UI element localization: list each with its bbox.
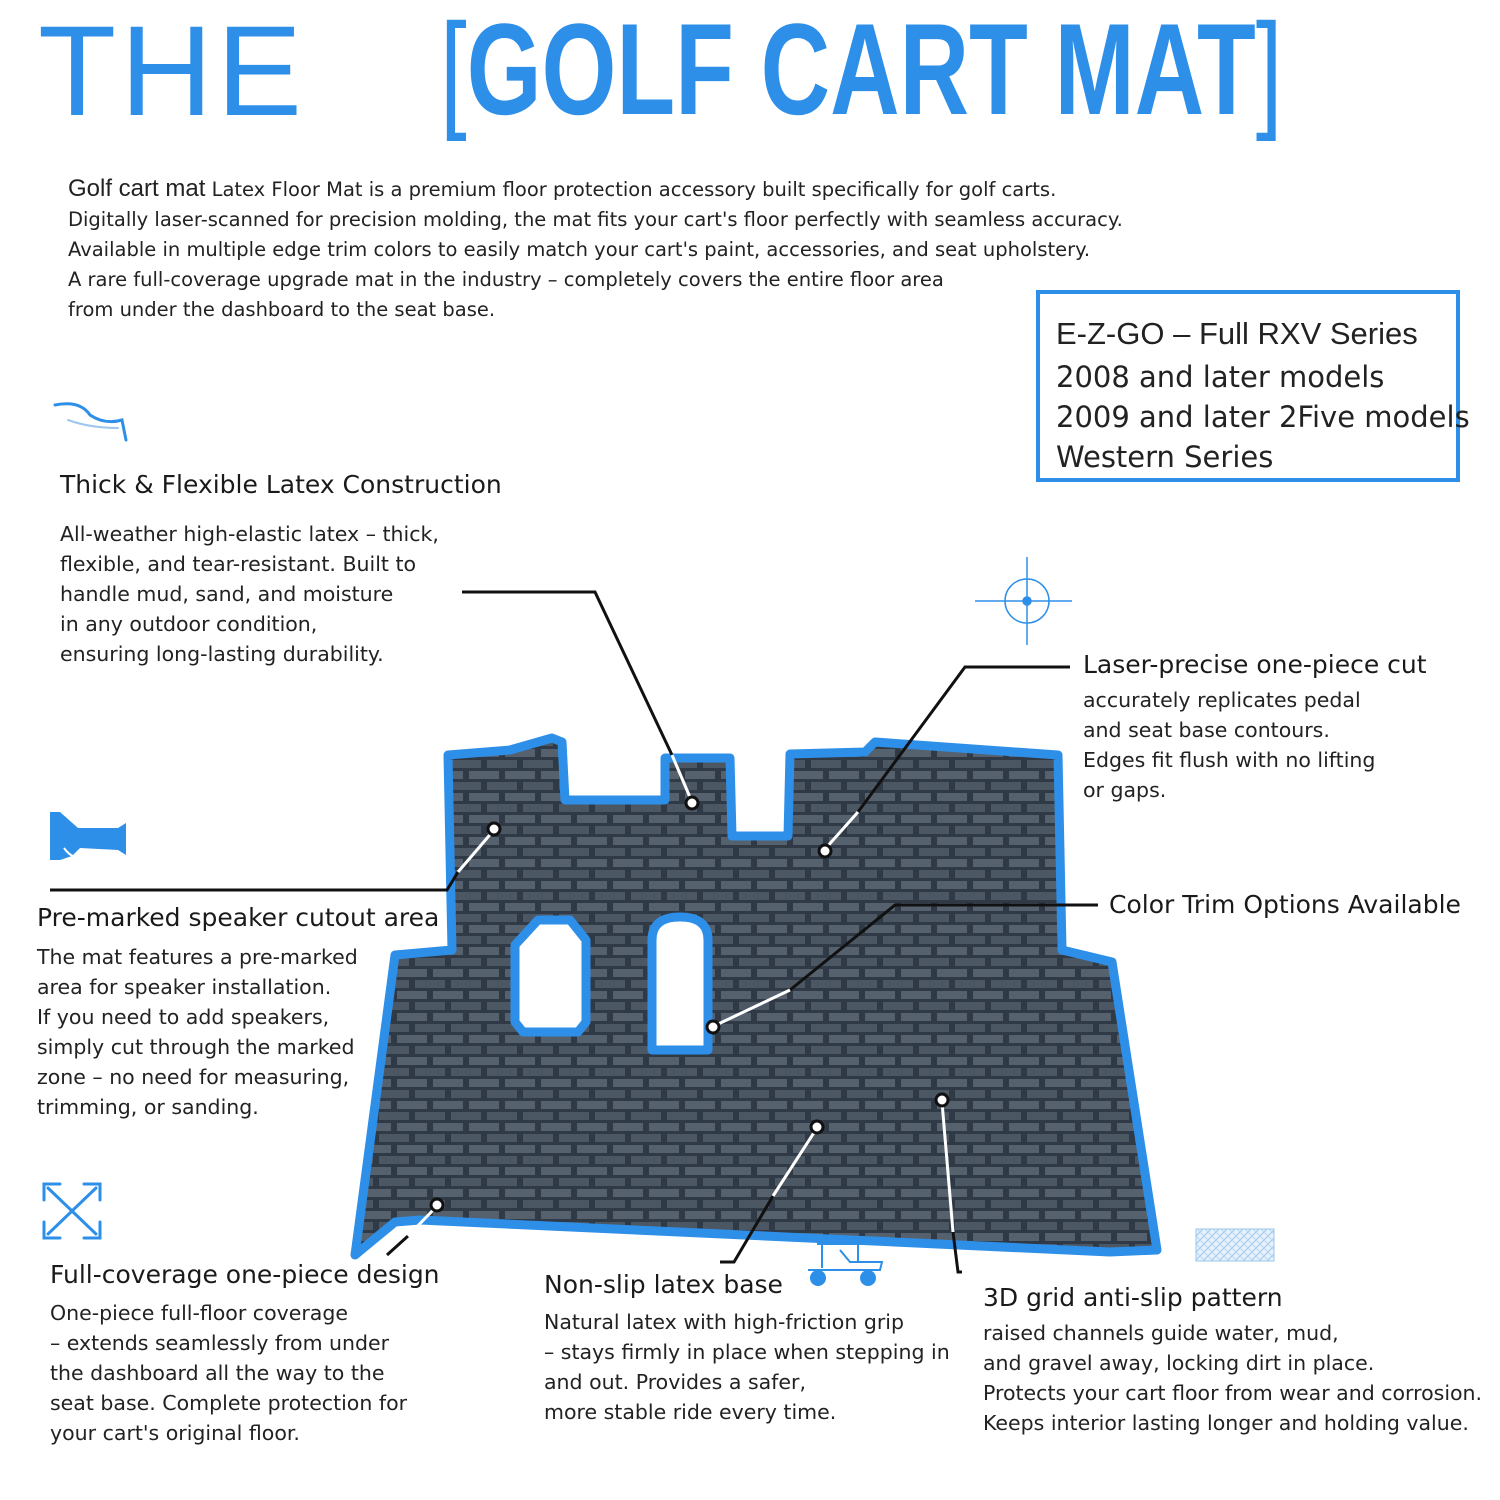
intro-line1: Latex Floor Mat is a premium floor protection accessory built specifically for golf carts. (205, 178, 1057, 201)
marker-color (707, 1021, 719, 1033)
feature-nonslip-title: Non-slip latex base (544, 1270, 783, 1299)
feature-laser-line: and seat base contours. (1083, 718, 1330, 742)
speaker-cutout-left (515, 920, 586, 1032)
mat-body (355, 738, 1157, 1255)
feature-nonslip-body (544, 1307, 950, 1427)
crosshair-icon (975, 557, 1072, 645)
title-bracket-open: [ (440, 0, 467, 142)
feature-nonslip-line: and out. Provides a safer, (544, 1370, 806, 1394)
marker-nonslip (811, 1121, 823, 1133)
feature-coverage-line: – extends seamlessly from under (50, 1331, 390, 1355)
feature-thick-line: in any outdoor condition, (60, 612, 318, 636)
feature-speaker-line: area for speaker installation. (37, 975, 332, 999)
leader-coverage (387, 1236, 408, 1255)
intro-line5: from under the dashboard to the seat base. (68, 298, 496, 321)
feature-laser-line: Edges fit flush with no lifting (1083, 748, 1376, 772)
feature-thick-title: Thick & Flexible Latex Construction (60, 470, 502, 499)
feature-speaker-title: Pre-marked speaker cutout area (37, 903, 440, 932)
feature-nonslip-line: Natural latex with high-friction grip (544, 1310, 904, 1334)
feature-coverage-body (50, 1298, 407, 1448)
feature-thick-body (60, 519, 439, 669)
feature-coverage-line: seat base. Complete protection for (50, 1391, 408, 1415)
feature-grid-line: and gravel away, locking dirt in place. (983, 1351, 1375, 1375)
feature-speaker-body (37, 942, 358, 1122)
marker-grid (936, 1094, 948, 1106)
feature-speaker-line: zone – no need for measuring, (37, 1065, 350, 1089)
feature-nonslip-line: – stays firmly in place when stepping in (544, 1340, 950, 1364)
feature-grid-line: Protects your cart floor from wear and corrosion. (983, 1381, 1483, 1405)
feature-grid-line: raised channels guide water, mud, (983, 1321, 1339, 1345)
marker-coverage (431, 1199, 443, 1211)
intro-line2: Digitally laser-scanned for precision molding, the mat fits your cart's floor perfectly with seamless accuracy. (68, 208, 1123, 231)
feature-laser-line: accurately replicates pedal (1083, 688, 1361, 712)
feature-thick-line: flexible, and tear-resistant. Built to (60, 552, 417, 576)
feature-thick-line: ensuring long-lasting durability. (60, 642, 384, 666)
intro-line3: Available in multiple edge trim colors to easily match your cart's paint, accessories, and seat upholstery. (68, 238, 1091, 261)
feature-thick-line: All-weather high-elastic latex – thick, (60, 522, 439, 546)
feature-nonslip-line: more stable ride every time. (544, 1400, 837, 1424)
feature-color-title: Color Trim Options Available (1109, 890, 1461, 919)
feature-laser-body (1083, 685, 1375, 805)
title-bracket-close: ] (1255, 0, 1283, 142)
texture-swatch-icon (1196, 1229, 1274, 1261)
feature-coverage-title: Full-coverage one-piece design (50, 1260, 440, 1289)
marker-speaker (488, 823, 500, 835)
leader-thick (462, 592, 672, 755)
feature-coverage-line: the dashboard all the way to the (50, 1361, 385, 1385)
models-line-0: E-Z-GO – Full RXV Series (1056, 316, 1418, 351)
feature-thick-line: handle mud, sand, and moisture (60, 582, 394, 606)
marker-thick (686, 797, 698, 809)
marker-laser (819, 845, 831, 857)
feature-grid-line: Keeps interior lasting longer and holding value. (983, 1411, 1469, 1435)
title-text: GOLF CART MAT (466, 0, 1256, 142)
expand-arrows-icon (44, 1184, 100, 1238)
feature-speaker-line: If you need to add speakers, (37, 1005, 330, 1029)
feature-speaker-line: trimming, or sanding. (37, 1095, 259, 1119)
feature-coverage-line: One-piece full-floor coverage (50, 1301, 348, 1325)
speaker-cutout-right (652, 917, 708, 1050)
wave-icon (55, 404, 126, 440)
feature-speaker-line: The mat features a pre-marked (37, 945, 358, 969)
models-line-1: 2008 and later models (1056, 360, 1385, 394)
feature-laser-line: or gaps. (1083, 778, 1167, 802)
feature-grid-title: 3D grid anti-slip pattern (983, 1283, 1283, 1312)
models-line-2: 2009 and later 2Five models (1056, 400, 1470, 434)
models-line-3: Western Series (1056, 440, 1274, 474)
feature-laser-title: Laser-precise one-piece cut (1083, 650, 1427, 679)
leader-speaker (50, 872, 458, 890)
feature-coverage-line: your cart's original floor. (50, 1421, 300, 1445)
feature-speaker-line: simply cut through the marked (37, 1035, 355, 1059)
title-the: THE (38, 0, 306, 143)
horn-icon (50, 812, 126, 860)
feature-grid-body (983, 1318, 1482, 1438)
intro-line4: A rare full-coverage upgrade mat in the industry – completely covers the entire floor area (68, 268, 944, 291)
intro-lead: Golf cart mat (68, 175, 206, 202)
